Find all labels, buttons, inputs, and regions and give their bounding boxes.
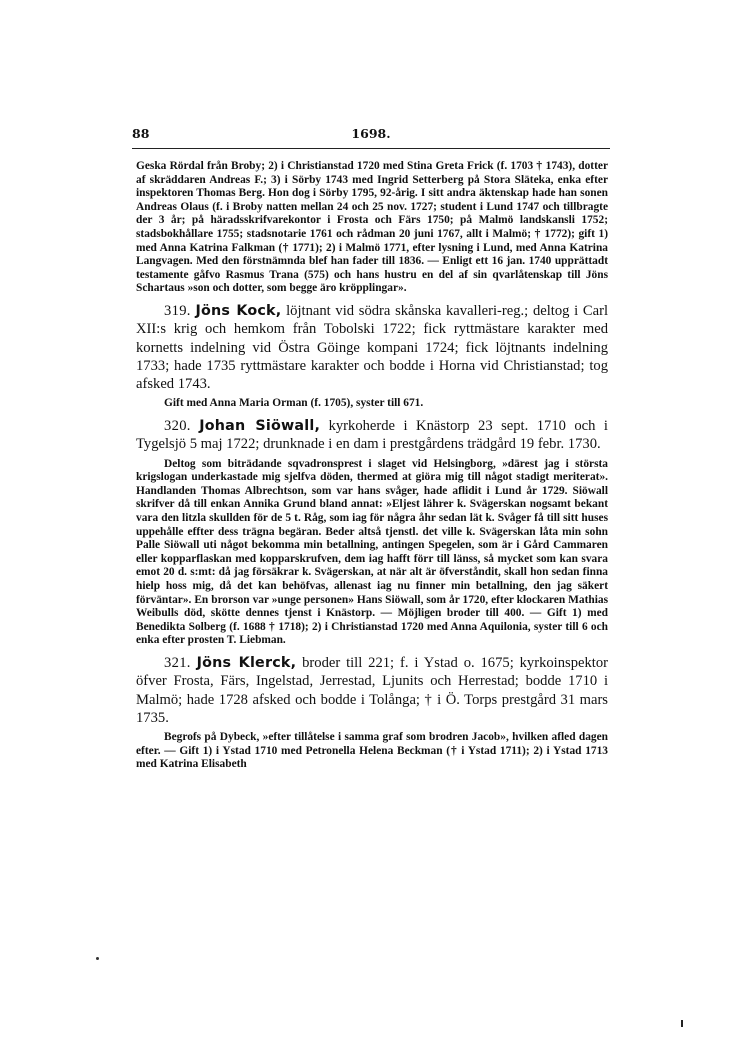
- page-number: 88: [132, 126, 150, 141]
- entry-number: 320.: [164, 418, 191, 435]
- margin-mark: [681, 1020, 683, 1027]
- entry-text: löjtnant vid södra skånska kavalleri-reg.; deltog i Carl XII:s krig och hemkom från Tobolski 1722; fick ryttmästare karakter med kornetts indelning vid Östra Göinge kompani 1724; fick löjtnants indelning 1733; hade 1735 ryttmästare karakter och bodde i Horna vid Christianstad; tog afsked 1743.: [136, 302, 609, 393]
- margin-speck: [96, 957, 99, 960]
- entry-321: [136, 654, 608, 727]
- page-body: [136, 160, 608, 772]
- entry-name: Jöns Klerck,: [196, 654, 297, 671]
- entry-319: [136, 302, 608, 393]
- entry-320-note: Deltog som biträdande sqvadronsprest i slaget vid Helsingborg, »därest jag i största krigslogan underkastade mig sjelfva döden, thermed at giöra mig till något stadigt meriterat». Handlanden Thomas Albrechtson, som var hans svåger, hade aflidit i Lund år 1729. Siöwall skrifver då till enkan Annika Grund bland annat: »Eljest lährer k. Svägerskan nogsamt bekant vara den litzla skullden för de 5 t. Råg, som iag för några åhr sedan lät k. Svåger få till sitt huses uppehålle effter dess trägna begäran. Beder altså tjenstl. det ville k. Svägerskan låta min sohn Palle Siöwall uti något bekomma min betallning, antingen Spegelen, som är i Gård Cammaren eller kopparflaskan med kopparskrufven, dem iag hafft förr till länss, så mycket som kan svara emot 20 d. s:mt: då jag försäkrar k. Svägerskan, at när alt är öfverståndit, skall hon sedan finna hielp hoss mig, då det kan behöfvas, allenast iag nu finner min betallning, den jag säkert förväntar». En brorson var »unge personen» Hans Siöwall, som år 1720, efter klockaren Mathias Weibulls död, skötte dennes tjenst i Knästorp. — Möjligen broder till 400. — Gift 1) med Benedikta Solberg (f. 1688 † 1718); 2) i Christianstad 1720 med Anna Aquilonia, syster till 6 och enka efter prosten T. Liebman.: [136, 457, 608, 647]
- page-header: [132, 126, 610, 149]
- continuation-paragraph: Geska Rördal från Broby; 2) i Christianstad 1720 med Stina Greta Frick (f. 1703 † 1743), dotter af skräddaren Andreas F.; 3) i Sörby 1743 med Ingrid Setterberg på Stora Släteka, enka efter inspektoren Thomas Berg. Hon dog i Sörby 1795, 92-årig. I sitt andra äktenskap hade han sonen Andreas Olaus (f. i Broby natten mellan 24 och 25 nov. 1727; student i Lund 1747 och tillbragte der 3 år; på häradsskrifvarekontor i Frosta och Färs 1750; på Malmö landskansli 1752; stadsbokhållare 1755; stadsnotarie 1761 och rådman 20 juni 1767, allt i Malmö; † 1772); gift 1) med Anna Katrina Falkman († 1771); 2) i Malmö 1771, efter lysning i Lund, med Anna Katrina Langvagen. Med den förstnämnda blef han fader till 1836. — Enligt ett 16 jan. 1740 upprättadt testamente gåfvo Rasmus Trana (575) och hans hustru en del af sin qvarlåtenskap till Jöns Schartaus »son och dotter, som begge äro kröpplingar».: [136, 160, 608, 295]
- entry-text: kyrkoherde i Knästorp 23 sept. 1710 och i Tygelsjö 5 maj 1722; drunknade i en dam i prestgårdens trädgård 19 febr. 1730.: [136, 418, 608, 453]
- entry-320: [136, 417, 608, 454]
- entry-number: 321.: [164, 654, 191, 671]
- entry-319-note: Gift med Anna Maria Orman (f. 1705), syster till 671.: [164, 397, 424, 410]
- entry-name: Jöns Kock,: [195, 302, 282, 319]
- entry-name: Johan Siöwall,: [199, 418, 321, 435]
- entry-text: broder till 221; f. i Ystad o. 1675; kyrkoinspektor öfver Frosta, Färs, Ingelstad, Jerrestad, Ljunits och Herrestad; bodde 1710 i Malmö; hade 1728 afsked och bodde i Tolånga; † i Ö. Torps prestgård 31 mars 1735.: [136, 654, 608, 726]
- running-head-year: 1698.: [351, 126, 391, 141]
- entry-number: 319.: [164, 302, 191, 319]
- entry-321-note: Begrofs på Dybeck, »efter tillåtelse i samma graf som brodren Jacob», hvilken afled dagen efter. — Gift 1) i Ystad 1710 med Petronella Helena Beckman († i Ystad 1711); 2) i Ystad 1713 med Katrina Elisabeth: [136, 731, 608, 771]
